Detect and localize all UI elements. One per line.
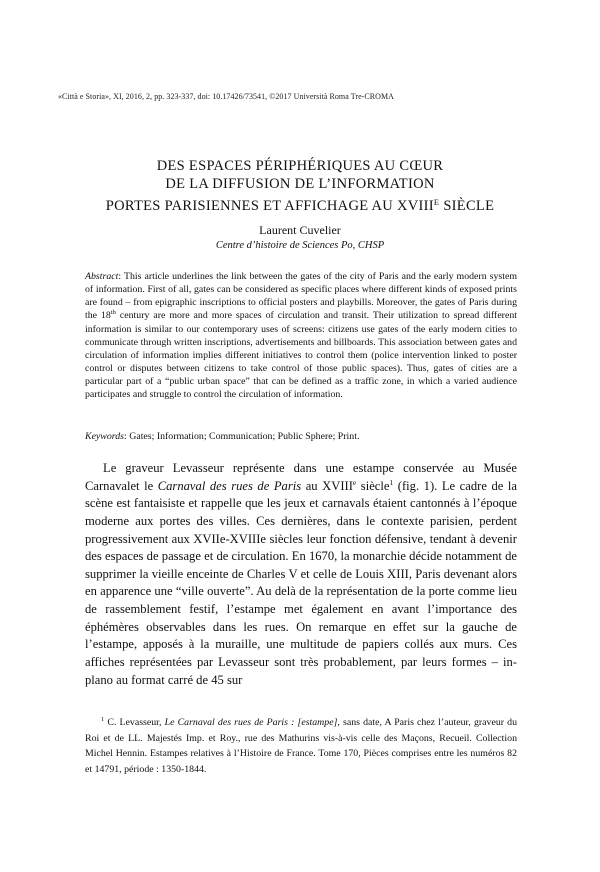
- abstract-label: Abstract: [85, 271, 119, 282]
- running-head: «Città e Storia», XI, 2016, 2, pp. 323-337, doi: 10.17426/73541, ©2017 Università Roma Tre-CROMA: [58, 92, 394, 101]
- body-text-segment: (fig. 1). Le cadre de la scène est fantaisiste et rappelle que les jeux et carnavals étaient cantonnés à l’époque moderne aux portes des villes. Ces dernières, dans le contexte parisien, perdent progressivement aux XVIIe-XVIIIe siècles leur fonction défensive, tendant à devenir des espaces de passage et de circulation. En 1670, la monarchie décide notamment de supprimer la vieille enceinte de Charles V et celle de Louis XIII, Paris devenant alors en apparence une “ville ouverte”. Au delà de la représentation de la porte comme lieu de rassemblement festif, l’estampe met également en avant l’importance des éphémères observables dans les rues. On remarque en effet sur la gauche de l’estampe, apposés à la muraille, une multitude de papiers collés aux murs. Ces affiches représentées par Levasseur sont très probablement, par leurs formes – in-plano au format carré de 45 sur: [85, 478, 517, 687]
- century-superscript: e: [352, 477, 357, 487]
- footnote-text-segment: , sans date, A Paris chez l’auteur, graveur du Roi et de LL. Majestés Imp. et Roy., rue des Mathurins vis-à-vis celle des Maçons, Recueil. Collection Michel Hennin. Estampes relatives à l’Histoire de France. Tome 170, Pièces comprises entre les numéros 82 et 14791, période : 1350-1844.: [85, 717, 517, 775]
- title-line-3: [40, 193, 560, 215]
- title-century-superscript: E: [433, 197, 440, 207]
- title-line-3-end: SIÈCLE: [439, 198, 495, 214]
- footnote-text-segment: C. Levasseur,: [104, 717, 165, 728]
- abstract-superscript: th: [110, 309, 116, 317]
- body-text-segment: Le graveur Levasseur représente dans une estampe conservée au Musée Carnavalet le: [85, 461, 517, 493]
- keywords-label: Keywords: [85, 431, 125, 442]
- footnote-work-title: Le Carnaval des rues de Paris : [estampe]: [164, 717, 338, 728]
- abstract-text-part-2: century are more and more spaces of circulation and transit. Their utilization to spread different information is similar to our contemporary uses of screens: citizens use gates of the early modern cities to communicate through written inscriptions, advertisements and billboards. This association between gates and circulation of information implies different initiatives to control them (police intervention linked to poster control or disputes between citizens to take control of those public spaces). Thus, gates of cities are a particular part of a “public urban space” that can be defined as a traffic zone, in which a varied audience participates and struggle to control the circulation of information.: [85, 310, 517, 401]
- keywords-text: : Gates; Information; Communication; Public Sphere; Print.: [124, 431, 360, 442]
- author-affiliation: Centre d’histoire de Sciences Po, CHSP: [215, 240, 385, 251]
- body-text-segment: siècle: [356, 478, 390, 493]
- footnote: [85, 715, 517, 777]
- footnote-reference[interactable]: 1: [389, 477, 394, 487]
- body-paragraph: [85, 460, 517, 689]
- body-text-segment: au XVIII: [301, 478, 353, 493]
- body-text: [85, 460, 517, 689]
- article-title: [40, 157, 560, 215]
- title-line-2: DE LA DIFFUSION DE L’INFORMATION: [165, 176, 435, 192]
- abstract: [85, 270, 517, 402]
- footnote-number: 1: [101, 716, 105, 723]
- title-line-3-main: PORTES PARISIENNES ET AFFICHAGE AU XVIII: [105, 198, 434, 214]
- author-name: Laurent Cuvelier: [259, 223, 341, 237]
- abstract-text-part-1: : This article underlines the link between the gates of the city of Paris and the early modern system of information. First of all, gates can be considered as specific places where different kinds of exposed prints are found – from epigraphic inscriptions to official posters and playbills. Moreover, the gates of Paris during the 18: [85, 271, 517, 322]
- title-line-1: DES ESPACES PÉRIPHÉRIQUES AU CŒUR: [156, 158, 444, 174]
- artwork-title: Carnaval des rues de Paris: [157, 478, 302, 493]
- footnote-paragraph: [85, 715, 517, 777]
- keywords: [85, 430, 517, 443]
